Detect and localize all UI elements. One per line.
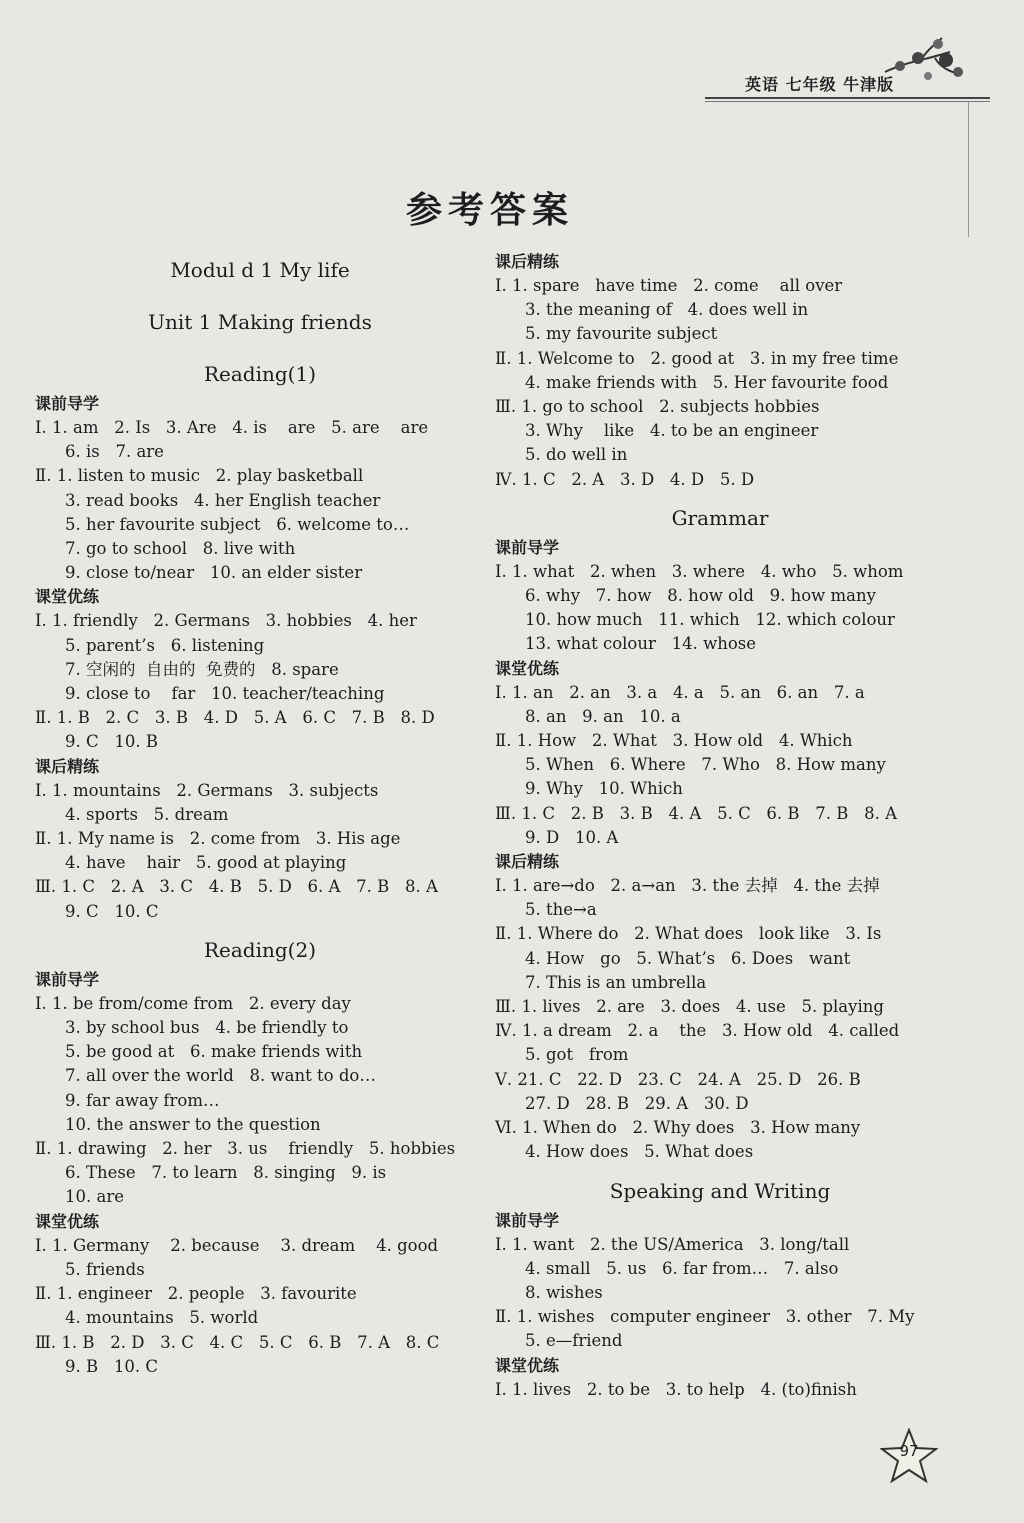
- section-label: 课前导学: [35, 969, 100, 989]
- answer-line: Ⅱ. 1. B 2. C 3. B 4. D 5. A 6. C 7. B 8. D: [35, 708, 435, 728]
- page-number: 97: [899, 1442, 919, 1460]
- answer-line: 4. How does 5. What does: [525, 1142, 754, 1162]
- section-label: 课堂优练: [35, 587, 100, 607]
- answer-line: Ⅳ. 1. a dream 2. a the 3. How old 4. called: [495, 1021, 900, 1041]
- section-label: 课后精练: [495, 252, 560, 271]
- answer-line: Ⅱ. 1. Welcome to 2. good at 3. in my free time: [495, 348, 899, 368]
- answer-line: 4. small 5. us 6. far from… 7. also: [525, 1258, 839, 1278]
- section-label: 课后精练: [495, 852, 560, 872]
- answer-line: 7. 空闲的 自由的 免费的 8. spare: [65, 659, 339, 679]
- answer-line: 3. read books 4. her English teacher: [65, 490, 381, 510]
- answer-line: 10. are: [65, 1187, 124, 1207]
- answer-line: 4. make friends with 5. Her favourite food: [525, 372, 889, 392]
- answer-line: Ⅴ. 21. C 22. D 23. C 24. A 25. D 26. B: [495, 1069, 861, 1089]
- answer-line: Ⅰ. 1. spare have time 2. come all over: [495, 276, 843, 295]
- answer-line: 9. close to/near 10. an elder sister: [65, 563, 363, 583]
- answer-line: 7. This is an umbrella: [525, 972, 707, 992]
- answer-line: 9. C 10. B: [65, 732, 158, 752]
- reading2-heading: Reading(2): [203, 937, 317, 962]
- answer-line: 9. C 10. C: [65, 901, 159, 921]
- answer-line: 5. e—friend: [525, 1331, 623, 1351]
- answer-line: Ⅱ. 1. How 2. What 3. How old 4. Which: [495, 731, 853, 751]
- answer-line: 27. D 28. B 29. A 30. D: [525, 1093, 749, 1113]
- section-label: 课后精练: [35, 756, 100, 776]
- answer-line: 9. Why 10. Which: [525, 779, 683, 799]
- section-label: 课前导学: [495, 1210, 560, 1230]
- answer-line: 5. her favourite subject 6. welcome to…: [65, 514, 410, 534]
- answer-line: Ⅳ. 1. C 2. A 3. D 4. D 5. D: [495, 469, 755, 489]
- answer-line: 9. D 10. A: [525, 827, 619, 847]
- answer-line: Ⅱ. 1. engineer 2. people 3. favourite: [35, 1284, 357, 1304]
- answer-line: 5. be good at 6. make friends with: [65, 1042, 363, 1062]
- answer-line: Ⅲ. 1. C 2. A 3. C 4. B 5. D 6. A 7. B 8. A: [35, 877, 438, 897]
- section-label: 课堂优练: [495, 658, 560, 678]
- answer-line: 5. got from: [525, 1045, 629, 1065]
- section-label: 课前导学: [495, 537, 560, 557]
- left-column: [35, 250, 475, 1379]
- answer-line: Ⅱ. 1. Where do 2. What does look like 3. Is: [495, 924, 882, 944]
- answer-line: 4. mountains 5. world: [65, 1308, 259, 1328]
- answer-line: Ⅰ. 1. are→do 2. a→an 3. the 去掉 4. the 去掉: [495, 876, 880, 896]
- answer-line: 5. parent’s 6. listening: [65, 635, 265, 655]
- answer-line: 5. do well in: [525, 445, 628, 465]
- answer-line: 5. the→a: [525, 900, 597, 920]
- section-label: 课堂优练: [495, 1355, 560, 1375]
- answer-line: 10. how much 11. which 12. which colour: [525, 610, 895, 630]
- answer-line: 5. When 6. Where 7. Who 8. How many: [525, 755, 886, 775]
- right-column: [495, 250, 935, 1402]
- answer-line: Ⅱ. 1. My name is 2. come from 3. His age: [35, 829, 401, 849]
- answer-line: 7. all over the world 8. want to do…: [65, 1066, 376, 1086]
- answer-line: 5. my favourite subject: [525, 324, 718, 344]
- answer-line: Ⅲ. 1. C 2. B 3. B 4. A 5. C 6. B 7. B 8. A: [495, 803, 898, 823]
- answer-line: Ⅰ. 1. an 2. an 3. a 4. a 5. an 6. an 7. a: [495, 682, 865, 702]
- speaking-writing-heading: Speaking and Writing: [609, 1178, 831, 1203]
- answer-line: Ⅱ. 1. listen to music 2. play basketball: [35, 466, 364, 486]
- answer-line: 13. what colour 14. whose: [525, 634, 756, 654]
- answer-line: Ⅰ. 1. Germany 2. because 3. dream 4. good: [35, 1235, 439, 1255]
- header-rule: [705, 97, 990, 99]
- answer-line: 4. sports 5. dream: [65, 804, 229, 824]
- grammar-heading: Grammar: [671, 505, 769, 530]
- header-rule-thin: [705, 101, 990, 102]
- answer-line: 9. B 10. C: [65, 1356, 158, 1376]
- answer-line: 9. close to far 10. teacher/teaching: [65, 684, 385, 704]
- answer-line: Ⅰ. 1. lives 2. to be 3. to help 4. (to)finish: [495, 1379, 857, 1399]
- answer-line: 9. far away from…: [65, 1090, 220, 1110]
- reading1-heading: Reading(1): [203, 362, 317, 386]
- answer-line: Ⅵ. 1. When do 2. Why does 3. How many: [495, 1118, 861, 1138]
- answer-line: 10. the answer to the question: [65, 1114, 321, 1134]
- answer-line: 6. why 7. how 8. how old 9. how many: [525, 586, 876, 606]
- answer-line: 5. friends: [65, 1259, 145, 1279]
- answer-line: Ⅰ. 1. mountains 2. Germans 3. subjects: [35, 780, 379, 800]
- answer-line: 3. the meaning of 4. does well in: [525, 300, 809, 320]
- answer-line: 4. have hair 5. good at playing: [65, 853, 347, 873]
- answer-line: Ⅲ. 1. lives 2. are 3. does 4. use 5. playing: [495, 997, 884, 1017]
- answer-line: Ⅱ. 1. drawing 2. her 3. us friendly 5. hobbies: [35, 1139, 456, 1159]
- section-label: 课堂优练: [35, 1211, 100, 1231]
- answer-line: Ⅰ. 1. friendly 2. Germans 3. hobbies 4. her: [35, 611, 417, 631]
- answer-line: 6. is 7. are: [65, 442, 164, 462]
- answer-line: Ⅰ. 1. be from/come from 2. every day: [35, 993, 351, 1013]
- answer-line: 7. go to school 8. live with: [65, 539, 296, 559]
- unit-heading: Unit 1 Making friends: [148, 310, 372, 334]
- answer-line: Ⅱ. 1. wishes computer engineer 3. other 7. My: [495, 1307, 915, 1327]
- header-subject-grade: 英语 七年级 牛津版: [745, 75, 895, 94]
- answer-line: Ⅲ. 1. B 2. D 3. C 4. C 5. C 6. B 7. A 8. C: [35, 1332, 440, 1352]
- answer-line: 4. How go 5. What’s 6. Does want: [525, 948, 851, 968]
- answer-line: Ⅰ. 1. what 2. when 3. where 4. who 5. whom: [495, 561, 904, 581]
- answer-line: 3. by school bus 4. be friendly to: [65, 1018, 349, 1038]
- answer-line: Ⅰ. 1. want 2. the US/America 3. long/tall: [495, 1234, 850, 1254]
- answer-line: 6. These 7. to learn 8. singing 9. is: [65, 1163, 387, 1183]
- page-title: 参考答案: [405, 190, 574, 231]
- answer-line: 8. wishes: [525, 1282, 603, 1302]
- module-heading: Modul d 1 My life: [170, 258, 350, 282]
- answer-line: 3. Why like 4. to be an engineer: [525, 421, 819, 441]
- answer-line: Ⅰ. 1. am 2. Is 3. Are 4. is are 5. are are: [35, 418, 429, 437]
- answer-line: Ⅲ. 1. go to school 2. subjects hobbies: [495, 397, 820, 417]
- section-label: 课前导学: [35, 394, 100, 413]
- answer-line: 8. an 9. an 10. a: [525, 706, 681, 726]
